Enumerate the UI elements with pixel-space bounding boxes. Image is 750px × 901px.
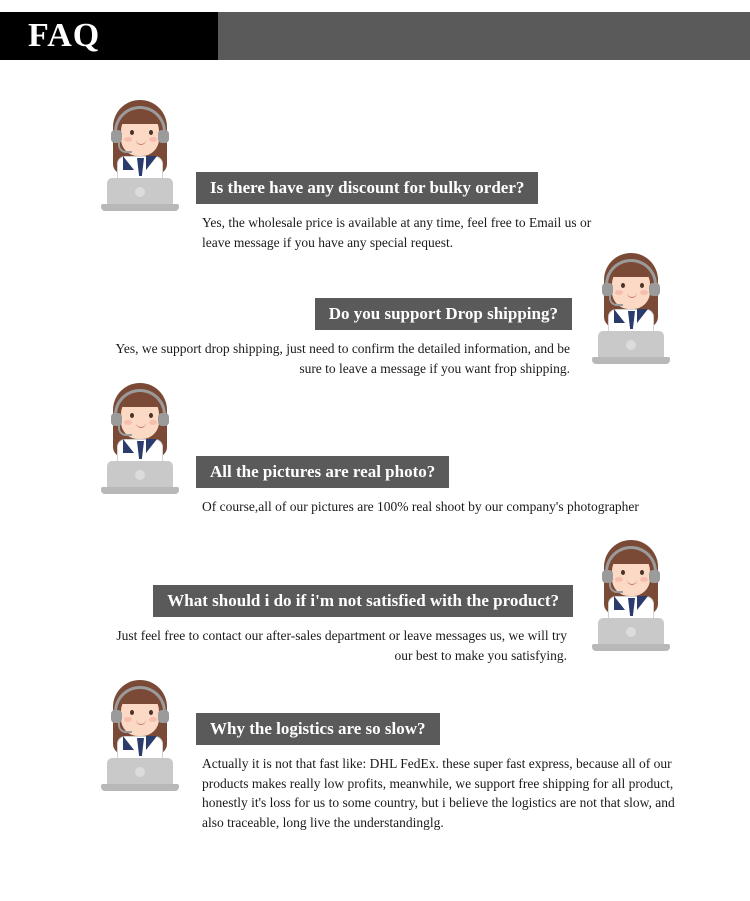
faq-answer: Yes, the wholesale price is available at any time, feel free to Email us or leave message if you have any special request. [202,215,592,250]
faq-answer: Of course,all of our pictures are 100% real shoot by our company's photographer [202,499,639,514]
customer-service-operator-icon [588,253,674,365]
faq-answer: Actually it is not that fast like: DHL FedEx. these super fast express, because all of our products makes really low profits, meanwhile, we support free shipping for all product, honestly it's loss for us to some country, but i believe the logistics are not that slow, and also traceable, long live the understandinglg. [202,756,675,830]
faq-question: Is there have any discount for bulky order? [196,172,538,204]
customer-service-operator-icon [97,383,183,495]
faq-item [196,713,682,832]
faq-question: Do you support Drop shipping? [315,298,572,330]
faq-item [196,172,676,252]
faq-answer: Just feel free to contact our after-sales department or leave messages us, we will try our best to make you satisfying. [116,628,567,663]
header-title-block [0,12,218,60]
faq-question: Why the logistics are so slow? [196,713,440,745]
faq-item [101,585,573,665]
faq-question: All the pictures are real photo? [196,456,449,488]
page-title: FAQ [28,17,101,54]
customer-service-operator-icon [97,680,183,792]
customer-service-operator-icon [97,100,183,212]
customer-service-operator-icon [588,540,674,652]
faq-question: What should i do if i'm not satisfied with the product? [153,585,573,617]
faq-answer: Yes, we support drop shipping, just need to confirm the detailed information, and be sure to leave a message if you want frop shipping. [115,341,570,376]
faq-item [104,298,572,378]
faq-item [196,456,696,517]
